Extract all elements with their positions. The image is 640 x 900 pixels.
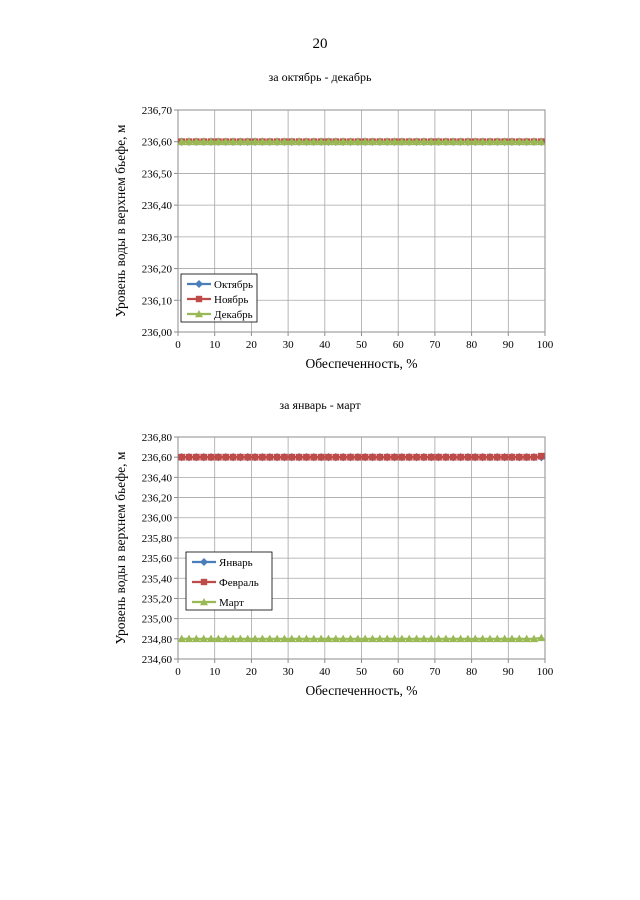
chart-title: за октябрь - декабрь [268, 70, 372, 84]
x-tick-label: 30 [282, 339, 294, 351]
data-point [186, 454, 193, 461]
data-point [457, 454, 464, 461]
chart-title: за январь - март [279, 398, 361, 412]
legend-label: Март [219, 597, 244, 609]
x-axis-title: Обеспеченность, % [305, 683, 418, 698]
y-tick-label: 236,40 [141, 200, 172, 213]
x-tick-label: 60 [392, 666, 404, 678]
x-tick-label: 30 [282, 666, 294, 678]
y-tick-label: 236,60 [141, 452, 172, 465]
legend-label: Ноябрь [214, 294, 249, 306]
x-tick-label: 90 [502, 339, 514, 351]
data-point [178, 454, 185, 461]
x-tick-label: 100 [536, 339, 554, 351]
x-tick-label: 20 [245, 666, 257, 678]
x-tick-label: 0 [175, 666, 181, 678]
data-point [465, 454, 472, 461]
legend [181, 274, 257, 322]
legend-label: Февраль [219, 577, 259, 589]
data-point [281, 454, 288, 461]
x-tick-label: 50 [356, 666, 367, 678]
data-point [259, 454, 266, 461]
data-point [538, 453, 545, 460]
data-point [516, 454, 523, 461]
data-point [494, 454, 501, 461]
y-tick-label: 234,80 [141, 633, 172, 646]
data-point [369, 454, 376, 461]
x-tick-label: 70 [429, 339, 441, 351]
y-tick-label: 236,40 [141, 472, 172, 485]
y-tick-label: 235,40 [141, 573, 172, 586]
x-tick-label: 100 [536, 666, 554, 678]
data-point [193, 454, 200, 461]
data-point [288, 454, 295, 461]
data-point [237, 454, 244, 461]
data-point [472, 454, 479, 461]
data-point [208, 454, 215, 461]
data-point [487, 454, 494, 461]
data-point [413, 454, 420, 461]
series-line [182, 638, 542, 639]
data-point [244, 454, 251, 461]
data-point [523, 454, 530, 461]
data-point [325, 454, 332, 461]
y-axis-title: Уровень воды в верхнем бьефе, м [113, 124, 128, 318]
data-point [479, 454, 486, 461]
data-point [274, 454, 281, 461]
x-tick-label: 40 [319, 339, 331, 351]
data-point [384, 454, 391, 461]
x-tick-label: 80 [466, 339, 478, 351]
data-point [303, 454, 310, 461]
y-tick-label: 236,00 [141, 327, 172, 339]
legend-label: Январь [219, 557, 253, 569]
chart-jan-mar [0, 425, 640, 710]
legend-label: Октябрь [214, 279, 253, 291]
y-tick-label: 236,60 [141, 136, 172, 149]
data-point [332, 454, 339, 461]
data-point [450, 454, 457, 461]
x-tick-label: 80 [466, 666, 478, 678]
legend [186, 552, 272, 610]
data-point [443, 454, 450, 461]
legend-marker [196, 296, 202, 302]
x-tick-label: 10 [209, 666, 221, 678]
data-point [347, 454, 354, 461]
data-point [354, 454, 361, 461]
y-tick-label: 236,80 [141, 432, 172, 444]
data-point [200, 454, 207, 461]
data-point [318, 454, 325, 461]
data-point [531, 454, 538, 461]
y-tick-label: 235,20 [141, 593, 172, 606]
legend-label: Декабрь [214, 309, 253, 321]
y-tick-label: 235,00 [141, 613, 172, 626]
x-tick-label: 60 [392, 339, 404, 351]
data-point [222, 454, 229, 461]
data-point [391, 454, 398, 461]
y-tick-label: 236,70 [141, 105, 172, 117]
y-tick-label: 236,50 [141, 168, 172, 181]
chart-oct-dec [0, 98, 640, 383]
data-point [399, 454, 406, 461]
data-point [310, 454, 317, 461]
y-tick-label: 236,20 [141, 263, 172, 276]
x-tick-label: 40 [319, 666, 331, 678]
y-axis-title: Уровень воды в верхнем бьефе, м [113, 451, 128, 645]
y-tick-label: 236,20 [141, 492, 172, 505]
y-tick-label: 236,30 [141, 231, 172, 244]
x-axis-title: Обеспеченность, % [305, 356, 418, 371]
data-point [340, 454, 347, 461]
page-number: 20 [312, 36, 328, 52]
x-tick-label: 70 [429, 666, 441, 678]
x-tick-label: 10 [209, 339, 221, 351]
data-point [252, 454, 259, 461]
data-point [421, 454, 428, 461]
legend-marker [201, 579, 207, 585]
y-tick-label: 236,00 [141, 512, 172, 525]
x-tick-label: 0 [175, 339, 181, 351]
data-point [435, 454, 442, 461]
data-point [376, 454, 383, 461]
x-tick-label: 50 [356, 339, 367, 351]
data-point [230, 454, 237, 461]
data-point [296, 454, 303, 461]
data-point [509, 454, 516, 461]
y-tick-label: 236,10 [141, 295, 172, 308]
data-point [266, 454, 273, 461]
x-tick-label: 20 [245, 339, 257, 351]
y-tick-label: 235,60 [141, 553, 172, 566]
data-point [406, 454, 413, 461]
x-tick-label: 90 [502, 666, 514, 678]
data-point [215, 454, 222, 461]
data-point [501, 454, 508, 461]
data-point [428, 454, 435, 461]
y-tick-label: 235,80 [141, 532, 172, 545]
y-tick-label: 234,60 [141, 654, 172, 666]
data-point [362, 454, 369, 461]
